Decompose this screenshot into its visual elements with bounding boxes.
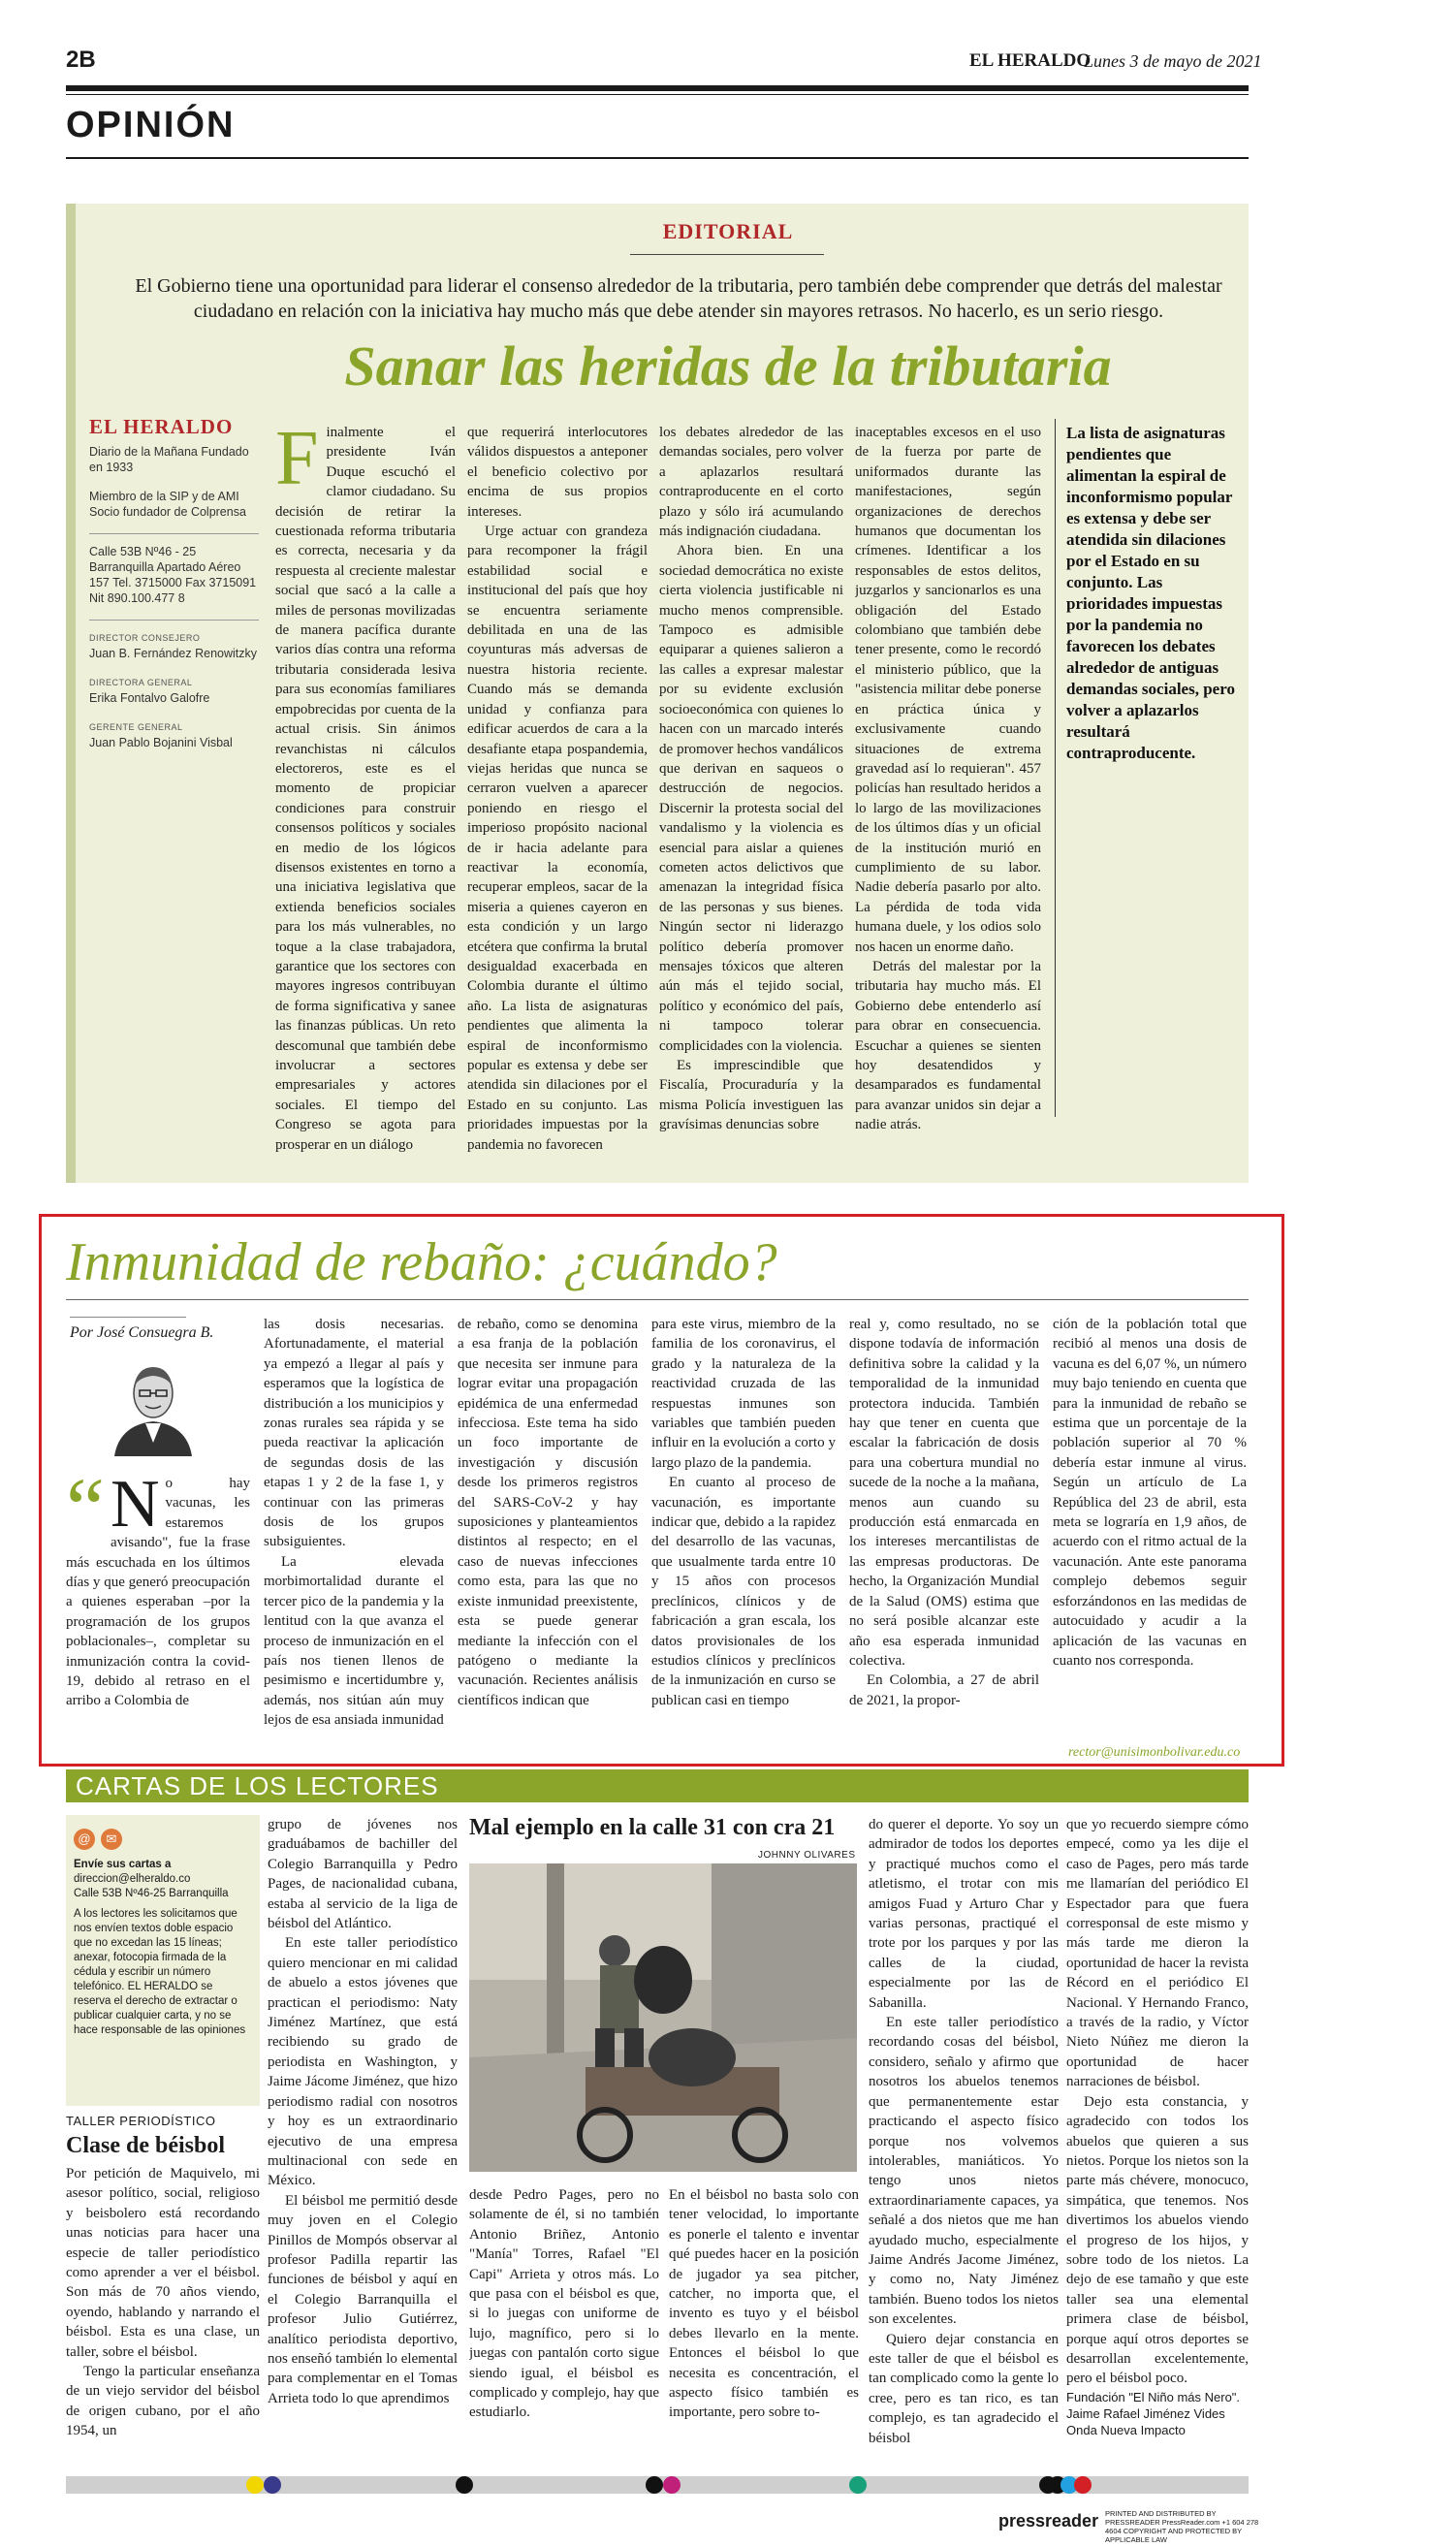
letter-text: que yo recuerdo siempre cómo empecé, como ya les dije el caso de Pages, pero más tarde me llamarían del periódico El Espectador para que fuera corresponsal de este mismo y más tarde me dieron la oportunidad de hacer la revista Récord en el periódico El Nacional. Y Hernando Franco, a través de la radio, y Víctor Nieto Núñez me dieron la oportunidad de hacer narraciones de béisbol.: [1066, 1817, 1249, 2090]
letter-column-4: [669, 2185, 859, 2467]
masthead-address: Calle 53B Nº46 - 25 Barranquilla Apartado Aéreo 157 Tel. 3715000 Fax 3715091 Nit 890.100.477 8: [89, 545, 257, 605]
letter-text: Por petición de Maquivelo, mi asesor político, social, religioso y beisbolero está recordando unas noticias para hacer una especie de taller periodístico como aprender a ver el béisbol. Son más de 70 años viendo, oyendo, hablando y narrando el béisbol. Esta es una clase, un taller, sobre el béisbol.: [66, 2166, 260, 2360]
letter-text: do querer el deporte. Yo soy un admirador de todos los deportes y practiqué muchos como el atletismo, el trotar con mis amigos Fuad y Arturo Char y varias personas, practiqué el trote por los parques y por las calles de la ciudad, especialmente por las de Sabanilla.: [869, 1817, 1059, 2011]
letter-column-2: [268, 1815, 458, 2467]
color-dot: [456, 2476, 473, 2494]
letter-text: El béisbol me permitió desde muy joven en el Colegio Pinillos de Mompós observar al profesor Padilla repartir las funciones de béisbol y aquí en el Colegio Barranquilla el profesor Julio Gutiérrez, analítico periodista deportivo, nos enseñó también lo elemental para complementar en el Tomas Arrieta todo lo que aprendimos: [268, 2192, 458, 2406]
byline-rule: [70, 1317, 186, 1318]
at-icon: @: [74, 1829, 95, 1850]
masthead-member: Miembro de la SIP y de AMI Socio fundador de Colprensa: [89, 490, 246, 519]
letter-column-6: [1066, 1815, 1249, 2467]
paper-name: EL HERALDO: [969, 50, 1092, 71]
envie-title: Envíe sus cartas a: [74, 1859, 172, 1870]
editorial-column-2: [467, 423, 648, 1152]
article-text: ción de la población total que recibió al menos una dosis de vacuna es del 6,07 %, un número muy bajo teniendo en cuenta que para la inmunidad de rebaño se estima que un porcentaje de la población superior al 70 % debería estar inmune al virus. Según un artículo de La República del 23 de abril, esta meta se lograría en 1,9 años, de acuerdo con el ritmo actual de la vacunación. Ante este panorama complejo debemos seguir esforzándonos en las medidas de autocuidado y acudir a la aplicación de las vacunas en cuanto nos corresponda.: [1053, 1317, 1247, 1669]
editorial-text: los debates alrededor de las demandas sociales, pero volver a aplazarlos resultará contraproducente en el corto plazo y sólo irá acumulando más indignación ciudadana.: [659, 425, 843, 540]
top-rule-thin: [66, 94, 1249, 95]
editorial-label-rule: [630, 254, 824, 255]
color-dot: [849, 2476, 867, 2494]
color-dot: [246, 2476, 264, 2494]
color-dot: [1074, 2476, 1092, 2494]
directora-label: DIRECTORA GENERAL: [89, 678, 193, 687]
director-name: Juan B. Fernández Renowitzky: [89, 647, 258, 660]
gerente-label: GERENTE GENERAL: [89, 722, 183, 732]
letter-kicker: TALLER PERIODÍSTICO: [66, 2114, 216, 2128]
masthead-box: [89, 415, 259, 764]
page-number: 2B: [66, 47, 96, 73]
letter-text: En este taller periodístico recordando cosas del béisbol, considero, señalo y afirmo que nosotros los abuelos tenemos que permanentemente estar practicando el aspecto físico porque nos volvemos intolerables, maniáticos. Yo tengo unos nietos extraordinariamente capaces, ya señalé a dos nietos que me han ayudado mucho, especialmente Jaime Andrés Jacome Jiménez, y como no, Naty Jiménez también. Bueno todos los nietos son excelentes.: [869, 2015, 1059, 2328]
color-dot: [663, 2476, 681, 2494]
pressreader-logo: pressreader: [998, 2511, 1099, 2531]
byline: Por José Consuegra B.: [70, 1324, 214, 1341]
article-column-1: [66, 1474, 250, 1735]
article-headline-rule: [66, 1299, 1249, 1300]
letter-signature: Jaime Rafael Jiménez Vides: [1066, 2405, 1225, 2421]
article-text: o hay vacunas, les estaremos avisando", fue la frase más escuchada en los últimos días y que generó preocupación a quienes esperaban –por la programación de los grupos poblacionales–, completar su inmunización contra la covid-19, debido al retraso en el arribo a Colombia de: [66, 1476, 250, 1709]
envie-address: Calle 53B Nº46-25 Barranquilla: [74, 1888, 229, 1899]
divider: [89, 533, 259, 534]
letter-text: Quiero dejar constancia en este taller de que el béisbol es tan complicado como la gente lo cree, pero es tan rico, es tan complejo, es tan agradecido el béisbol: [869, 2331, 1059, 2446]
article-column-5: [849, 1315, 1039, 1741]
gerente-name: Juan Pablo Bojanini Visbal: [89, 736, 233, 749]
article-text: En cuanto al proceso de vacunación, es importante indicar que, debido a la rapidez del desarrollo de las vacunas, que usualmente tarda entre 10 y 15 años con procesos preclínicos, clínicos y de fabricación a gran escala, los datos provisionales de los estudios clínicos y preclínicos de la inmunización en curso se publican casi en tiempo: [651, 1475, 836, 1708]
editorial-text: Es imprescindible que Fiscalía, Procuraduría y la misma Policía investiguen las gravísimas denuncias sobre: [659, 1058, 843, 1133]
letter-text: grupo de jóvenes nos graduábamos de bachiller del Colegio Barranquilla y Pedro Pages, de nacionalidad cubana, estaba al servicio de la liga de béisbol del Atlántico.: [268, 1817, 458, 1932]
article-column-2: [264, 1315, 444, 1741]
pull-quote: La lista de asignaturas pendientes que alimentan la espiral de inconformismo popular es extensa y debe ser atendida sin dilaciones por el Estado en su conjunto. Las prioridades impuestas por la pandemia no favorecen los debates alrededor de antiguas demandas sociales, pero volver a aplazarlos resultará contraproducente.: [1066, 424, 1235, 762]
top-rule: [66, 85, 1249, 91]
editorial-text: Urge actuar con grandeza para recomponer la frágil estabilidad social e institucional del país que hoy se encuentra seriamente debilitada en una de las coyunturas más adversas de nuestra historia reciente. Cuando más se demanda unidad y confianza para edificar acuerdos de cara a la desafiante etapa pospandemia, viejas heridas que nunca se cerraron vuelven a aparecer poniendo en riesgo el imperioso propósito nacional de ir hacia adelante para reactivar la economía, recuperar empleos, sacar de la miseria a quienes cayeron en esta condición y un largo etcétera que confirma la brutal desigualdad exacerbada en Colombia durante el último año. La lista de asignaturas pendientes que alimenta la espiral de inconformismo popular es extensa y debe ser atendida sin dilaciones por el Estado en su conjunto. Las prioridades impuestas por la pandemia no favorecen: [467, 524, 648, 1152]
article-text: de rebaño, como se denomina a esa franja de la población que necesita ser inmune para lograr evitar una propagación epidémica de una enfermedad infecciosa. Este tema ha sido un foco importante de investigación y discusión desde los primeros registros del SARS-CoV-2 y hay suposiciones y planteamientos distintos al respecto; en el caso de nuevas infecciones como esta, para las que no existe inmunidad preexistente, esta se puede generar mediante la infección con el patógeno o mediante la vacunación. Recientes análisis científicos indican que: [458, 1317, 638, 1708]
letter-text: En este taller periodístico quiero mencionar en mi calidad de abuelo a estos jóvenes que practican el periodismo: Naty Jiménez Martínez, que está recibiendo su grado de periodista en Washington, y Jaime Jácome Jiménez, que hizo periodismo radial con nosotros y hoy es un extraordinario ejecutivo de una empresa multinacional con sede en México.: [268, 1935, 458, 2189]
author-photo: [105, 1350, 202, 1456]
editorial-column-4: [855, 423, 1041, 1152]
section-title: OPINIÓN: [66, 105, 236, 145]
color-dot: [646, 2476, 663, 2494]
envelope-icon: ✉: [101, 1829, 122, 1850]
letter-column-1: [66, 2164, 260, 2467]
letter-text: desde Pedro Pages, pero no solamente de él, si no también Antonio Briñez, Antonio "Manía" Torres, Rafael "El Capi" Arrieta y otros más. Lo que pasa con el béisbol es que, si lo juegas con uniforme de lujo, magnífico, pero si lo juegas con pantalón corto sigue siendo igual, el béisbol es complicado y complejo, hay que estudiarlo.: [469, 2187, 659, 2421]
editorial-text: inaceptables excesos en el uso de la fuerza por parte de uniformados durante las manifestaciones, según organizaciones de derechos humanos que documentan los crímenes. Identificar a los responsables de estos delitos, juzgarlos y sancionarlos es una obligación del Estado colombiano que también debe tener presente, como le recordó el ministerio público, que la "asistencia militar debe ponerse en práctica única y exclusivamente cuando situaciones de extrema gravedad así lo requieran". 457 policías han resultado heridos a lo largo de las movilizaciones de los últimos días y un oficial de la institución murió en cumplimiento de su labor. Nadie debería pasarlo por alto. La pérdida de toda vida humana duele, y los odios solo nos hacen un enorme daño.: [855, 425, 1041, 955]
envie-email[interactable]: direccion@elheraldo.co: [74, 1873, 191, 1885]
letter-title: Clase de béisbol: [66, 2133, 226, 2158]
letter-text: En el béisbol no basta solo con tener velocidad, lo importante es ponerle el talento e inventar qué puedes hacer en la posición de jugador ya sea pitcher, catcher, no importa que, el invento es tuyo y el béisbol debes llevarlo en la mente. Entonces el béisbol lo que necesita es concentración, el aspecto físico también es importante, pero sobre to-: [669, 2187, 859, 2421]
editorial-text: Detrás del malestar por la tributaria hay mucho más. El Gobierno debe entenderlo así para obrar en consecuencia. Escuchar a quienes se sienten hoy desatendidos y desamparados es fundamental para avanzar unidos sin dejar a nadie atrás.: [855, 958, 1041, 1133]
article-column-6: [1053, 1315, 1247, 1741]
article-column-4: [651, 1315, 836, 1741]
editorial-headline: Sanar las heridas de la tributaria: [344, 334, 1112, 398]
editorial-column-1: [275, 423, 456, 1152]
editorial-text: que requerirá interlocutores válidos dispuestos a anteponer el beneficio colectivo por encima de sus propios intereses.: [467, 425, 648, 520]
pull-quote-divider: [1055, 419, 1056, 1117]
divider: [89, 620, 259, 621]
letter-column-3: [469, 2185, 659, 2467]
article-text: para este virus, miembro de la familia de los coronavirus, el grado y la naturaleza de la reactividad cruzada de las respuestas inmunes son variables que también pueden influir en la evolución a corto y largo plazo de la pandemia.: [651, 1317, 836, 1471]
letter-signature: Fundación "El Niño más Nero".: [1066, 2389, 1241, 2404]
director-label: DIRECTOR CONSEJERO: [89, 633, 201, 643]
editorial-label: EDITORIAL: [662, 219, 794, 243]
photo-credit: JOHNNY OLIVARES: [758, 1850, 856, 1861]
envie-rules: A los lectores les solicitamos que nos envíen textos doble espacio que no excedan las 15 líneas; anexar, fotocopia firmada de la cédula y escribir un número telefónico. EL HERALDO se reserva el derecho de extractar o publicar cualquier carta, y no se hace responsable de las opiniones: [74, 1908, 246, 2036]
pressreader-notice: PRINTED AND DISTRIBUTED BY PRESSREADER PressReader.com +1 604 278 4604 COPYRIGHT AND PROTECTED BY APPLICABLE LAW: [1105, 2509, 1259, 2544]
quote-mark: “: [66, 1474, 105, 1557]
cartas-section-title: CARTAS DE LOS LECTORES: [76, 1771, 439, 1800]
letter-text: Dejo esta constancia, y agradecido con todos los abuelos que quieren a sus nietos. Porque los nietos son la parte más chévere, monocuco, simpática, que tenemos. Nos divertimos los abuelos viendo el progreso de los hijos, y sobre todo de los nietos. La dejo de ese tamaño y que este taller sea una elemental primera clase de béisbol, porque aquí otros deportes se desarrollan excelentemente, pero el béisbol poco.: [1066, 2093, 1249, 2387]
editorial-text: Ahora bien. En una sociedad democrática no existe cierta violencia justificable ni mucho menos comprensible. Tampoco es admisible equiparar a quienes salieron a las calles a expresar malestar por su evidente exclusión socioeconómica con quienes lo hacen con un marcado interés de promover hechos vandálicos que derivan en saqueos o destrucción de negocios. Discernir la protesta social del vandalismo y la violencia es esencial para aislar a quienes cometen actos delictivos que amenazan la integridad física de las personas y sus bienes. Ningún sector ni liderazgo político debería promover mensajes tóxicos que alteren aún más el tejido social, político y económico del país, ni tampoco tolerar complicidades con la violencia.: [659, 543, 843, 1054]
directora-name: Erika Fontalvo Galofre: [89, 691, 210, 705]
article-email[interactable]: rector@unisimonbolivar.edu.co: [1068, 1745, 1241, 1760]
editorial-text: inalmente el presidente Iván Duque escuchó el clamor ciudadano. Su decisión de retirar la cuestionada reforma tributaria es correcta, necesaria y da respuesta al creciente malestar social que sacó a la calle a miles de personas movilizadas de manera pacífica durante varios días contra una reforma tributaria considerada lesiva para sus economías familiares empobrecidas por cuenta de la actual crisis. Sin ánimos revanchistas ni cálculos electoreros, este es el momento de propiciar condiciones para construir consensos políticos y sociales en medio de los lógicos disensos existentes en torno a una iniciativa legislativa que extienda beneficios sociales para los más vulnerables, no toque a la clase trabajadora, garantice que los sectores con mayores ingresos contribuyan de forma significativa y sanee las finanzas públicas. Un reto descomunal que también debe involucrar a sectores empresariales y actores sociales. El tiempo del Congreso se agota para prosperar en un diálogo: [275, 425, 456, 1152]
color-dot: [264, 2476, 281, 2494]
letter-text: Tengo la particular enseñanza de un viejo servidor del béisbol de origen cubano, por el año 1954, un: [66, 2364, 260, 2439]
street-photo: [469, 1863, 857, 2172]
letter-photo-headline: Mal ejemplo en la calle 31 con cra 21: [469, 1815, 836, 1840]
editorial-column-3: [659, 423, 843, 1152]
editorial-summary: El Gobierno tiene una oportunidad para liderar el consenso alrededor de la tributaria, pero también debe comprender que detrás del malestar ciudadano en relación con la iniciativa hay mucho más que debe atender sin mayores retrasos. No hacerlo, es un serio riesgo.: [135, 275, 1222, 322]
letter-column-5: [869, 1815, 1059, 2467]
masthead-tagline: Diario de la Mañana Fundado en 1933: [89, 445, 249, 474]
article-text: En Colombia, a 27 de abril de 2021, la propor-: [849, 1672, 1039, 1708]
article-column-3: [458, 1315, 638, 1741]
editorial-dropcap: F: [275, 423, 319, 501]
article-text: real y, como resultado, no se dispone todavía de información definitiva sobre la calidad y la temporalidad de la inmunidad protectora inducida. También hay que tener en cuenta que escalar la fabricación de dosis para una cobertura mundial no sucede de la noche a la mañana, menos aun cuando su producción está enmarcada en los intereses mercantilistas de las empresas productoras. De hecho, la Organización Mundial de la Salud (OMS) estima que no será posible alcanzar este año esa esperada inmunidad colectiva.: [849, 1317, 1039, 1669]
letter-signature: Onda Nueva Impacto: [1066, 2422, 1186, 2437]
article-text: las dosis necesarias. Afortunadamente, el material ya empezó a llegar al país y esperamos que la logística de distribución a los municipios y zonas rurales sea rápida y se pueda reactivar la aplicación de segundas dosis de las etapas 1 y 2 de la fase 1, y continuar con las primeras dosis de los grupos subsiguientes.: [264, 1317, 444, 1550]
paper-date: Lunes 3 de mayo de 2021: [1084, 51, 1262, 71]
article-headline: Inmunidad de rebaño: ¿cuándo?: [66, 1232, 777, 1292]
article-dropcap: N: [110, 1474, 160, 1542]
masthead-logo: EL HERALDO: [89, 415, 234, 438]
article-text: La elevada morbimortalidad durante el tercer pico de la pandemia y la lentitud con la que avanza el proceso de inmunización en el país nos tienen llenos de pesimismo e incertidumbre y, además, nos sitúan aún muy lejos de esa ansiada inmunidad: [264, 1553, 444, 1729]
submission-info-box: [66, 1815, 260, 2106]
section-rule: [66, 157, 1249, 159]
